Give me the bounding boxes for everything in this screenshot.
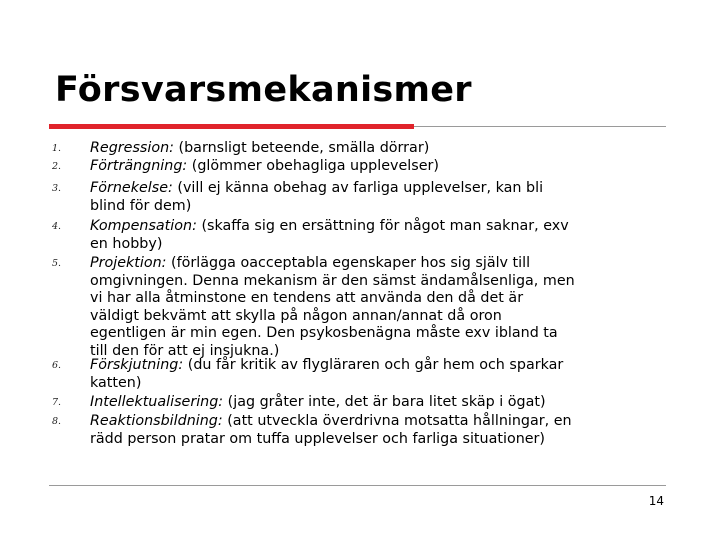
list-item-line: vi har alla åtminstone en tendens att använda den då det är xyxy=(90,290,524,307)
list-item-text xyxy=(90,140,675,158)
list-item-line: omgivningen. Denna mekanism är den sämst ändamålsenliga, men xyxy=(90,272,575,289)
list-item-term: Intellektualisering: xyxy=(90,394,224,410)
list-item-line: rädd person pratar om tuffa upplevelser och farliga situationer) xyxy=(90,430,546,447)
list-item-text xyxy=(90,218,675,253)
list-item-line: (förlägga oacceptabla egenskaper hos sig själv till xyxy=(171,255,531,271)
list-item-line: (att utveckla överdrivna motsatta hållningar, en xyxy=(227,413,572,429)
list-item-text xyxy=(90,255,675,361)
list-item-line: (skaffa sig en ersättning för något man saknar, exv xyxy=(201,218,569,234)
list-item-term: Reaktionsbildning: xyxy=(90,413,223,429)
list-item-text xyxy=(90,158,675,176)
list-item-line: väldigt bekvämt att skylla på någon annan/annat då oron xyxy=(90,307,502,324)
list-item-number: 1. xyxy=(52,143,62,154)
list-item-line: katten) xyxy=(90,374,142,391)
list-item-line: till den för att ej insjukna.) xyxy=(90,342,280,359)
page-number: 14 xyxy=(648,494,664,508)
footer-rule xyxy=(49,485,666,486)
list-item-number: 4. xyxy=(52,221,62,232)
list-item-text xyxy=(90,180,675,215)
list-item-number: 3. xyxy=(52,183,62,194)
list-item-term: Projektion: xyxy=(90,255,167,271)
list-item-number: 7. xyxy=(52,397,62,408)
list-item-number: 2. xyxy=(52,161,62,172)
list-item-number: 8. xyxy=(52,416,62,427)
list-item-text xyxy=(90,357,675,392)
list-item-line: (du får kritik av flygläraren och går hem och sparkar xyxy=(187,357,564,373)
list-item-line: egentligen är min egen. Den psykosbenägna måste exv ibland ta xyxy=(90,325,558,342)
list-item-text xyxy=(90,394,675,412)
list-item-term: Förskjutning: xyxy=(90,357,184,373)
list-item-term: Regression: xyxy=(90,140,174,156)
list-item-line: en hobby) xyxy=(90,235,163,252)
list-item-line: (glömmer obehagliga upplevelser) xyxy=(191,158,439,174)
list-item-term: Förnekelse: xyxy=(90,180,173,196)
list-item-line: (vill ej känna obehag av farliga upplevelser, kan bli xyxy=(177,180,544,196)
list-item-number: 6. xyxy=(52,360,62,371)
list-item-line: (barnsligt beteende, smälla dörrar) xyxy=(178,140,430,156)
list-item-line: (jag gråter inte, det är bara litet skäp i ögat) xyxy=(227,394,546,410)
list-item-term: Förträngning: xyxy=(90,158,188,174)
slide-title: Försvarsmekanismer xyxy=(55,70,472,110)
list-item-text xyxy=(90,413,675,448)
list-item-line: blind för dem) xyxy=(90,197,192,214)
list-item-term: Kompensation: xyxy=(90,218,197,234)
list-item-number: 5. xyxy=(52,258,62,269)
